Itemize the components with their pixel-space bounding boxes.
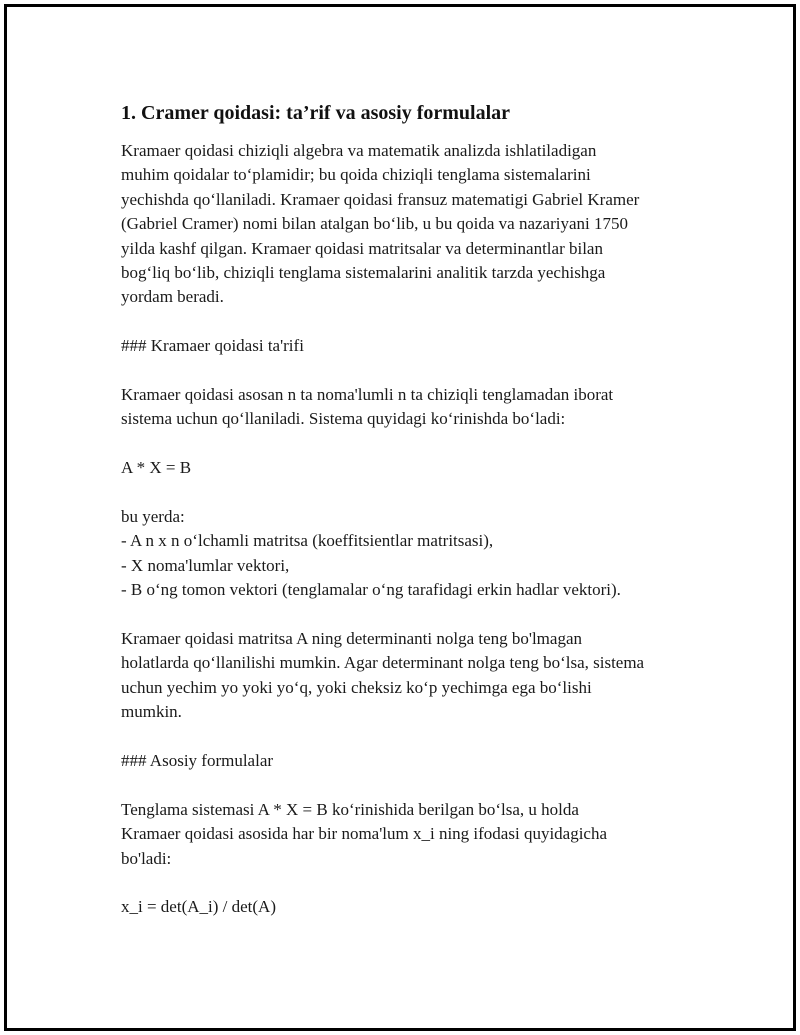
formula-paragraph: [121, 798, 701, 871]
document-page: [4, 4, 796, 1031]
spacer: [121, 773, 701, 797]
condition-paragraph: [121, 627, 701, 725]
section-heading-formulas: ### Asosiy formulalar: [121, 751, 274, 771]
spacer: [121, 603, 701, 627]
paragraph-line: Kramaer qoidasi asosida har bir noma'lum x_i ning ifodasi quyidagicha: [121, 824, 608, 844]
paragraph-line: bog‘liq bo‘lib, chiziqli tenglama sistemalarini analitik tarzda yechishga: [121, 263, 606, 283]
spacer: [121, 310, 701, 334]
document-title: 1. Cramer qoidasi: ta’rif va asosiy formulalar: [121, 102, 511, 124]
intro-paragraph: [121, 139, 701, 310]
paragraph-line: yechishda qo‘llaniladi. Kramaer qoidasi fransuz matematigi Gabriel Kramer: [121, 189, 640, 209]
paragraph-line: Kramaer qoidasi asosan n ta noma'lumli n ta chiziqli tenglamadan iborat: [121, 385, 614, 405]
paragraph-line: Tenglama sistemasi A * X = B ko‘rinishida berilgan bo‘lsa, u holda: [121, 799, 579, 819]
paragraph-line: Kramaer qoidasi matritsa A ning determinanti nolga teng bo'lmagan: [121, 629, 583, 649]
paragraph-line: yilda kashf qilgan. Kramaer qoidasi matritsalar va determinantlar bilan: [121, 238, 603, 258]
paragraph-line: sistema uchun qo‘llaniladi. Sistema quyidagi ko‘rinishda bo‘ladi:: [121, 409, 566, 429]
list-item: - X noma'lumlar vektori,: [121, 555, 290, 575]
paragraph-line: yordam beradi.: [121, 287, 224, 307]
spacer: [121, 481, 701, 505]
spacer: [121, 432, 701, 456]
list-item: - A n x n o‘lchamli matritsa (koeffitsientlar matritsasi),: [121, 531, 494, 551]
definition-paragraph: [121, 383, 701, 432]
list-item: bu yerda:: [121, 507, 185, 527]
paragraph-line: muhim qoidalar to‘plamidir; bu qoida chiziqli tenglama sistemalarini: [121, 165, 591, 185]
list-item: - B o‘ng tomon vektori (tenglamalar o‘ng tarafidagi erkin hadlar vektori).: [121, 580, 621, 600]
paragraph-line: bo'ladi:: [121, 848, 172, 868]
equation-system: A * X = B: [121, 458, 192, 478]
spacer: [121, 871, 701, 895]
paragraph-line: mumkin.: [121, 702, 182, 722]
paragraph-line: Kramaer qoidasi chiziqli algebra va matematik analizda ishlatiladigan: [121, 141, 597, 160]
where-list: [121, 505, 701, 603]
paragraph-line: uchun yechim yo yoki yo‘q, yoki cheksiz ko‘p yechimga ega bo‘lishi: [121, 677, 592, 697]
paragraph-line: (Gabriel Cramer) nomi bilan atalgan bo‘lib, u bu qoida va nazariyani 1750: [121, 214, 629, 234]
document-body: [121, 99, 701, 920]
paragraph-line: holatlarda qo‘llanilishi mumkin. Agar determinant nolga teng bo‘lsa, sistema: [121, 653, 645, 673]
spacer: [121, 725, 701, 749]
cramer-formula: x_i = det(A_i) / det(A): [121, 897, 276, 917]
section-heading-definition: ### Kramaer qoidasi ta'rifi: [121, 336, 304, 356]
spacer: [121, 359, 701, 383]
